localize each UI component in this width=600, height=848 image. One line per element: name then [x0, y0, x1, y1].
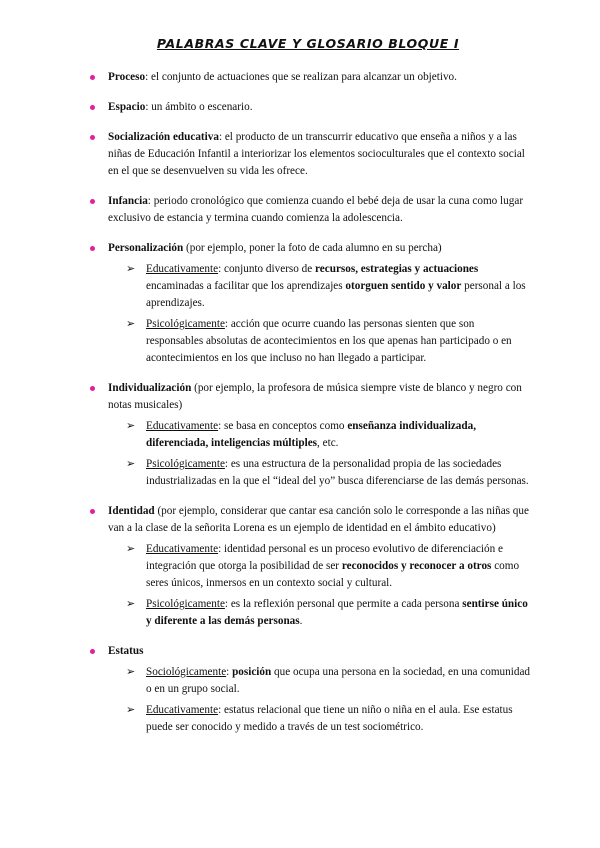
glossary-definition: (por ejemplo, poner la foto de cada alumno en su percha) [183, 242, 442, 254]
glossary-entry [108, 240, 532, 257]
arrow-bullet-icon: ➢ [126, 458, 136, 470]
glossary-entry [108, 503, 532, 537]
bullet-icon [90, 649, 95, 654]
glossary-entry [108, 99, 532, 116]
glossary-term: Personalización [108, 242, 184, 254]
glossary-term: Individualización [108, 382, 192, 394]
arrow-bullet-icon: ➢ [126, 318, 136, 330]
arrow-bullet-icon: ➢ [126, 666, 136, 678]
sub-text: que ocupa una persona en la sociedad, en una comunidad o en un grupo social. [146, 666, 531, 695]
sub-label: Sociológicamente [146, 666, 227, 678]
glossary-entry [108, 129, 532, 180]
sub-text: : acción que ocurre cuando las personas sienten que son responsables absolutas de acontecimientos en los que apenas han participado o en acontecimientos en los que incluso no han llegado a participar. [146, 318, 512, 364]
bullet-icon [90, 509, 95, 514]
sub-text: personal a los aprendizajes. [146, 280, 526, 309]
bullet-icon [90, 75, 95, 80]
glossary-term: Espacio [108, 101, 146, 113]
sub-text: : identidad personal es un proceso evolutivo de diferenciación e integración que otorga la posibilidad de ser [146, 543, 503, 572]
sub-text: : se basa en conceptos como [218, 420, 348, 432]
glossary-item [84, 129, 532, 180]
document-title: PALABRAS CLAVE Y GLOSARIO BLOQUE I [156, 36, 460, 51]
arrow-bullet-icon: ➢ [126, 543, 136, 555]
arrow-bullet-icon: ➢ [126, 704, 136, 716]
bullet-icon [90, 135, 95, 140]
glossary-term: Socialización educativa [108, 131, 219, 143]
glossary-item [84, 503, 532, 630]
sub-bold-text: sentirse único y diferente a las demás personas [146, 598, 528, 627]
glossary-term: Proceso [108, 71, 146, 83]
sub-text: : es una estructura de la personalidad propia de las sociedades industrializadas en la que el “ideal del yo” busca diferenciarse de las demás personas. [146, 458, 529, 487]
glossary-term: Estatus [108, 645, 144, 657]
sub-text: : estatus relacional que tiene un niño o niña en el aula. Ese estatus puede ser conocido y medido a través de un test sociométrico. [146, 704, 513, 733]
sub-bold-text: recursos, estrategias y actuaciones [315, 263, 479, 275]
sub-text: : conjunto diverso de [218, 263, 316, 275]
sub-text: , etc. [317, 437, 339, 449]
bullet-icon [90, 246, 95, 251]
sub-definition [108, 418, 532, 452]
sub-definition [108, 456, 532, 490]
sub-text: : [226, 666, 233, 678]
sub-text: encaminadas a facilitar que los aprendizajes [146, 280, 346, 292]
sub-definition [108, 261, 532, 312]
sub-bold-text: posición [232, 666, 272, 678]
glossary-item [84, 99, 532, 116]
glossary-definition: : el conjunto de actuaciones que se realizan para alcanzar un objetivo. [145, 71, 457, 83]
glossary-term: Identidad [108, 505, 155, 517]
glossary-definition: : el producto de un transcurrir educativo que enseña a niños y a las niñas de Educación Infantil a interiorizar los elementos socioculturales que el contexto social en el que se desenvuelven su vida les ofrece. [108, 131, 525, 177]
sub-definition [108, 541, 532, 592]
glossary-definition: : un ámbito o escenario. [145, 101, 253, 113]
bullet-icon [90, 386, 95, 391]
sub-label: Educativamente [146, 420, 219, 432]
bullet-icon [90, 105, 95, 110]
sub-definition [108, 664, 532, 698]
glossary-definition: : periodo cronológico que comienza cuando el bebé deja de usar la cuna como lugar exclusivo de estancia y termina cuando comienza la adolescencia. [108, 195, 524, 224]
glossary-definition: (por ejemplo, considerar que cantar esa canción solo le corresponde a las niñas que van a la clase de la señorita Lorena es un ejemplo de identidad en el ámbito educativo) [108, 505, 529, 534]
sub-label: Educativamente [146, 543, 219, 555]
arrow-bullet-icon: ➢ [126, 263, 136, 275]
glossary-item [84, 380, 532, 490]
glossary-item [84, 643, 532, 736]
glossary-entry [108, 69, 532, 86]
sub-definition [108, 596, 532, 630]
sub-bold-text: otorguen sentido y valor [345, 280, 462, 292]
sub-text: : es la reflexión personal que permite a cada persona [224, 598, 463, 610]
sub-definition [108, 316, 532, 367]
sub-text: . [299, 615, 303, 627]
glossary-item [84, 193, 532, 227]
glossary-definition: (por ejemplo, la profesora de música siempre viste de blanco y negro con notas musicales) [108, 382, 522, 411]
sub-bold-text: enseñanza individualizada, diferenciada, inteligencias múltiples [146, 420, 477, 449]
glossary-entry [108, 380, 532, 414]
sub-label: Educativamente [146, 263, 219, 275]
sub-label: Psicológicamente [146, 458, 225, 470]
arrow-bullet-icon: ➢ [126, 598, 136, 610]
glossary-item [84, 69, 532, 86]
sub-label: Psicológicamente [146, 598, 225, 610]
sub-label: Educativamente [146, 704, 219, 716]
glossary-item [84, 240, 532, 367]
sub-bold-text: reconocidos y reconocer a otros [341, 560, 492, 572]
bullet-icon [90, 199, 95, 204]
glossary-list [84, 69, 532, 736]
arrow-bullet-icon: ➢ [126, 420, 136, 432]
sub-text: como seres únicos, inmersos en un contexto social y cultural. [146, 560, 520, 589]
glossary-entry [108, 643, 532, 660]
glossary-term: Infancia [108, 195, 148, 207]
glossary-entry [108, 193, 532, 227]
sub-definition [108, 702, 532, 736]
sub-label: Psicológicamente [146, 318, 225, 330]
